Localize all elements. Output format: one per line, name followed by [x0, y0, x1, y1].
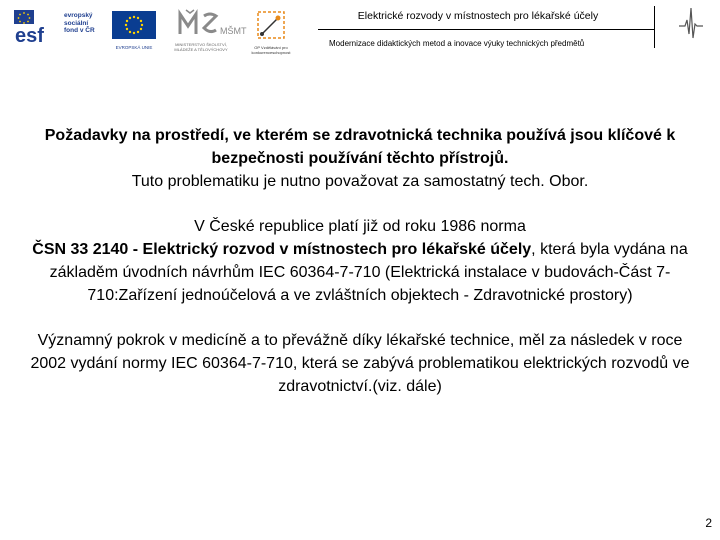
ecg-pulse-icon: [678, 4, 704, 42]
slide-content: [20, 124, 700, 420]
esf-caption-line: fond v ČR: [64, 27, 95, 34]
msmt-logo: [166, 8, 247, 52]
header-title-box: [318, 6, 674, 48]
msmt-mark: MŠMT: [220, 26, 247, 36]
title-divider: [318, 29, 654, 30]
norm-text: , která byla vydána na základěm úvodních návrhům IEC 60364-7-710 (Elektrická instalace v budovách-Část 7-710:Zařízení jednoúčelová a ve zvláštních objektech - Zdravotnické prostory): [49, 241, 688, 304]
esf-caption-line: sociální: [64, 19, 89, 27]
header: [0, 0, 720, 56]
progress-text: Významný pokrok v medicíně a to převážně díky lékařské technice, měl za následek v roce 2002 vydání normy IEC 60364-7-710, která se zabývá problematikou elektrických rozvodů ve zdravotnictví.(viz. dále): [30, 332, 690, 395]
norm-title: ČSN 33 2140 - Elektrický rozvod v místnostech pro lékařské účely: [32, 241, 532, 258]
document-title: Elektrické rozvody v místnostech pro lékařské účely: [357, 10, 599, 22]
esf-caption: [64, 12, 95, 35]
page-number: 2: [705, 516, 712, 530]
op-logo-mark: [242, 10, 300, 40]
esf-flag-icon: [14, 10, 62, 47]
op-logo: [242, 10, 300, 55]
document-subtitle: Modernizace didaktických metod a inovace výuky technických předmětů: [329, 39, 585, 48]
paragraph-progress: [20, 329, 700, 398]
paragraph-norm: [20, 215, 700, 307]
msmt-caption: MINISTERSTVO ŠKOLSTVÍ, MLÁDEŽE A TĚLOVÝCHOVY: [174, 42, 228, 52]
esf-mark: esf: [15, 25, 44, 47]
paragraph-requirements: [20, 124, 700, 193]
msmt-logo-mark: [166, 8, 247, 38]
requirements-text: Tuto problematiku je nutno považovat za samostatný tech. Obor.: [131, 173, 589, 190]
eu-flag-icon: [112, 11, 156, 39]
eu-caption: EVROPSKÁ UNIE: [115, 45, 153, 50]
title-vertical-divider: [654, 6, 655, 48]
norm-intro: V České republice platí již od roku 1986 norma: [194, 218, 526, 235]
eu-logo: [112, 11, 156, 50]
esf-logo: [14, 10, 110, 50]
esf-caption-line: evropský: [64, 12, 93, 19]
requirements-heading: Požadavky na prostředí, ve kterém se zdravotnická technika používá jsou klíčové k bezpečnosti používání těchto přístrojů.: [44, 127, 676, 167]
op-caption: OP Vzdělávání pro konkurenceschopnost: [251, 45, 291, 55]
